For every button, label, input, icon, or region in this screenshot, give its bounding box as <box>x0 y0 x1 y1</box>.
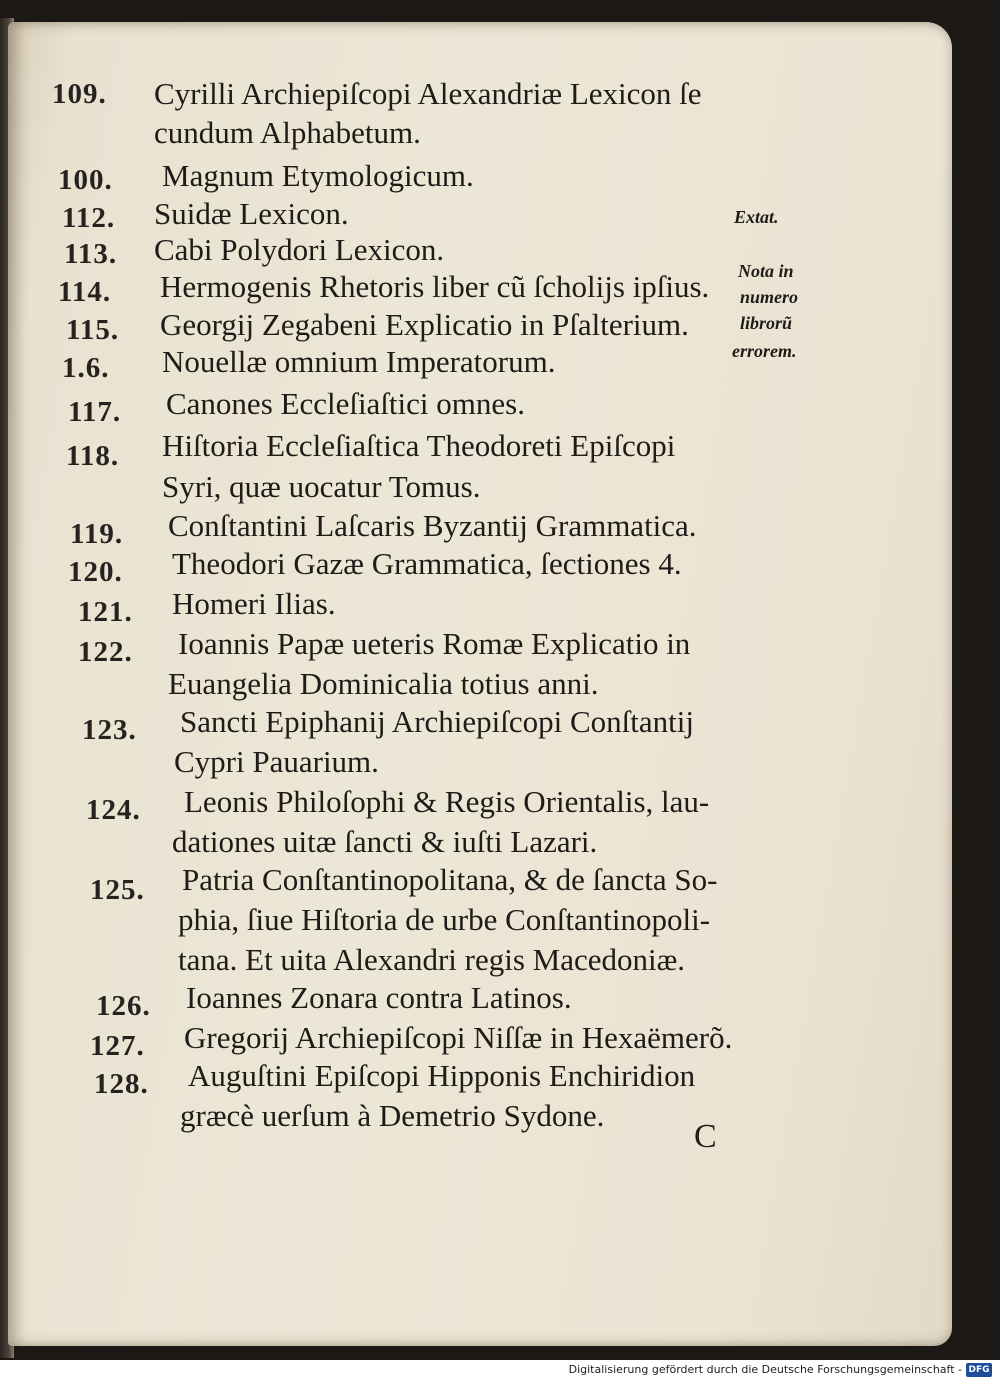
side-note-line: librorũ <box>740 313 793 333</box>
entry-line: phia, ſiue Hiſtoria de urbe Conſtantinopoli- <box>178 902 711 937</box>
entry-line: Magnum Etymologicum. <box>162 158 474 193</box>
entry-number: 127. <box>90 1030 145 1062</box>
entry-line: dationes uitæ ſancti & iuſti Lazari. <box>172 824 598 859</box>
entry-number: 1.6. <box>62 352 110 384</box>
side-note-line: numero <box>740 287 799 307</box>
entry-line: Hermogenis Rhetoris liber cũ ſcholijs ipſius. <box>160 269 710 304</box>
entry-number: 123. <box>82 714 137 746</box>
entry-number: 122. <box>78 636 133 668</box>
entry-line: Cypri Pauarium. <box>174 744 379 779</box>
entry-line: Theodori Gazæ Grammatica, ſectiones 4. <box>172 546 682 581</box>
entry-line: Cyrilli Archiepiſcopi Alexandriæ Lexicon ſe <box>154 76 702 111</box>
entry-line: Canones Eccleſiaſtici omnes. <box>166 386 525 421</box>
entry-number: 109. <box>52 78 107 110</box>
entry-number: 120. <box>68 556 123 588</box>
entry-line: Gregorij Archiepiſcopi Niſſæ in Hexaëmerõ. <box>184 1020 733 1055</box>
entry-line: Homeri Ilias. <box>172 586 336 621</box>
dfg-logo-icon: DFG <box>966 1363 992 1377</box>
entry-line: Hiſtoria Eccleſiaſtica Theodoreti Epiſcopi <box>162 428 676 463</box>
entry-line: Conſtantini Laſcaris Byzantij Grammatica. <box>168 508 697 543</box>
entry-line: cundum Alphabetum. <box>154 115 421 150</box>
entry-number: 125. <box>90 874 145 906</box>
entry-number: 114. <box>58 276 112 308</box>
entry-line: Patria Conſtantinopolitana, & de ſancta So- <box>182 862 718 897</box>
entry-number: 124. <box>86 794 141 826</box>
entry-number: 115. <box>66 314 120 346</box>
entry-line: Suidæ Lexicon. <box>154 196 349 231</box>
entry-number: 113. <box>64 238 118 270</box>
entry-line: Auguſtini Epiſcopi Hipponis Enchiridion <box>188 1058 696 1093</box>
entry-line: Nouellæ omnium Imperatorum. <box>162 344 556 379</box>
entry-line: Sancti Epiphanij Archiepiſcopi Conſtantij <box>180 704 694 739</box>
entry-line: Ioannes Zonara contra Latinos. <box>186 980 572 1015</box>
entry-line: Leonis Philoſophi & Regis Orientalis, lau- <box>184 784 710 819</box>
entry-number: 112. <box>62 202 116 234</box>
side-note-line: errorem. <box>732 341 797 361</box>
digitization-footer <box>0 1360 1000 1381</box>
entry-number: 121. <box>78 596 133 628</box>
entry-line: Euangelia Dominicalia totius anni. <box>168 666 599 701</box>
entry-line: Syri, quæ uocatur Tomus. <box>162 469 481 504</box>
book-page <box>8 22 952 1346</box>
entry-number: 128. <box>94 1068 149 1100</box>
signature-mark: C <box>694 1118 717 1155</box>
entry-line: tana. Et uita Alexandri regis Macedoniæ. <box>178 942 686 977</box>
side-note-line: Nota in <box>738 261 794 281</box>
entry-number: 117. <box>68 396 122 428</box>
entry-line: græcè uerſum à Demetrio Sydone. <box>180 1098 605 1133</box>
entry-number: 126. <box>96 990 151 1022</box>
entry-line: Cabi Polydori Lexicon. <box>154 232 445 267</box>
side-note-extat: Extat. <box>734 207 779 227</box>
entry-line: Georgij Zegabeni Explicatio in Pſalterium. <box>160 307 689 342</box>
entry-number: 119. <box>70 518 124 550</box>
entry-number: 100. <box>58 164 113 196</box>
entry-number: 118. <box>66 440 120 472</box>
entry-line: Ioannis Papæ ueteris Romæ Explicatio in <box>178 626 691 661</box>
footer-credit: Digitalisierung gefördert durch die Deutsche Forschungsgemeinschaft - <box>568 1363 962 1376</box>
